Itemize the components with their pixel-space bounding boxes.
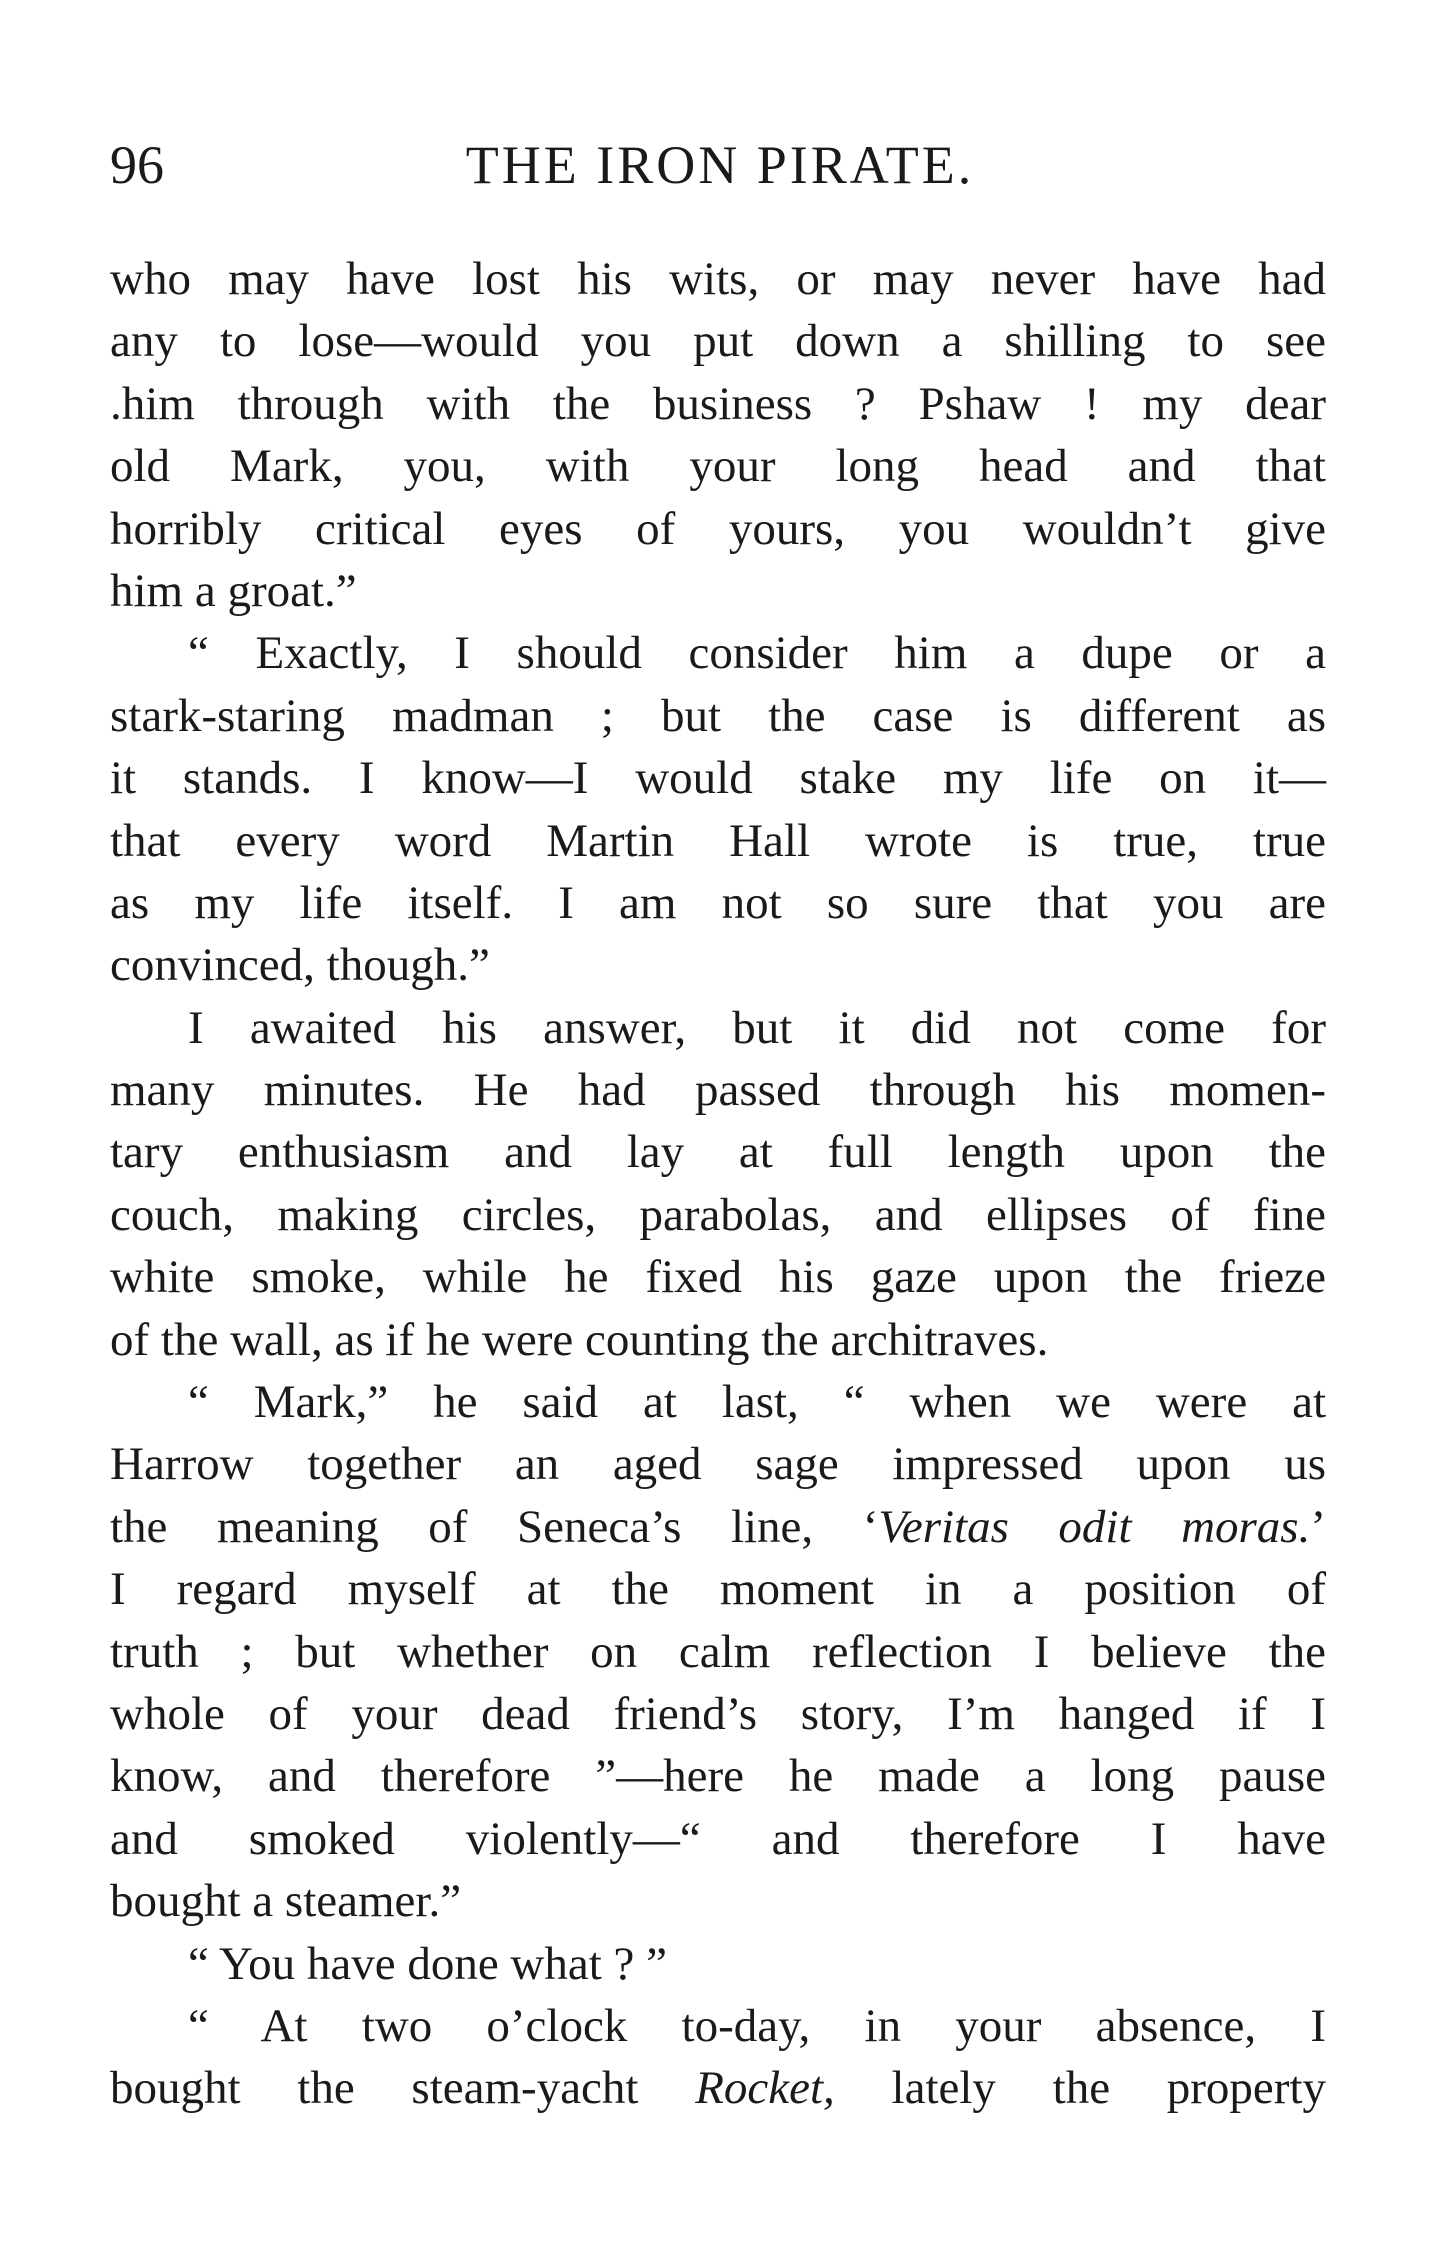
text-line: know, and therefore ”—here he made a long pause bbox=[110, 1750, 1326, 1803]
text-line: convinced, though.” bbox=[110, 939, 490, 992]
running-title: THE IRON PIRATE. bbox=[465, 135, 975, 195]
text-line: bought a steamer.” bbox=[110, 1875, 462, 1928]
text-line: any to lose—would you put down a shilling to see bbox=[110, 315, 1326, 368]
text-line: as my life itself. I am not so sure that you are bbox=[110, 876, 1326, 929]
text-line: and smoked violently—“ and therefore I have bbox=[110, 1812, 1326, 1865]
page-number: 96 bbox=[110, 135, 164, 195]
text-line: old Mark, you, with your long head and that bbox=[110, 440, 1326, 493]
text-line: “ At two o’clock to-day, in your absence, I bbox=[188, 1999, 1326, 2052]
text-line: stark-staring madman ; but the case is different as bbox=[110, 689, 1326, 742]
text-line: .him through with the business ? Pshaw ! my dear bbox=[110, 377, 1326, 430]
text-line: whole of your dead friend’s story, I’m hanged if I bbox=[110, 1687, 1326, 1740]
text-line: truth ; but whether on calm reflection I believe the bbox=[110, 1625, 1326, 1678]
text-line: of the wall, as if he were counting the architraves. bbox=[110, 1313, 1049, 1366]
text-line: that every word Martin Hall wrote is true, true bbox=[110, 814, 1326, 867]
text-line: who may have lost his wits, or may never have had bbox=[110, 253, 1326, 305]
text-line: it stands. I know—I would stake my life on it— bbox=[110, 752, 1326, 805]
text-line: “ You have done what ? ” bbox=[188, 1937, 668, 1990]
text-line: white smoke, while he fixed his gaze upon the frieze bbox=[110, 1251, 1326, 1304]
text-line: I awaited his answer, but it did not come for bbox=[188, 1001, 1326, 1054]
running-head bbox=[110, 130, 1330, 200]
text-line: bought the steam-yacht Rocket, lately the property bbox=[110, 2062, 1326, 2115]
text-line: couch, making circles, parabolas, and ellipses of fine bbox=[110, 1188, 1326, 1241]
text-line: the meaning of Seneca’s line, ‘Veritas odit moras.’ bbox=[110, 1500, 1326, 1553]
text-line: Harrow together an aged sage impressed upon us bbox=[110, 1438, 1326, 1491]
text-line: “ Exactly, I should consider him a dupe or a bbox=[188, 627, 1326, 680]
text-line: horribly critical eyes of yours, you wouldn’t give bbox=[110, 502, 1326, 555]
text-line: him a groat.” bbox=[110, 564, 357, 617]
text-line: many minutes. He had passed through his momen- bbox=[110, 1064, 1326, 1117]
text-line: I regard myself at the moment in a position of bbox=[110, 1563, 1326, 1616]
text-line: tary enthusiasm and lay at full length upon the bbox=[110, 1126, 1326, 1179]
body-text bbox=[110, 248, 1326, 2120]
text-line: “ Mark,” he said at last, “ when we were at bbox=[188, 1376, 1326, 1429]
